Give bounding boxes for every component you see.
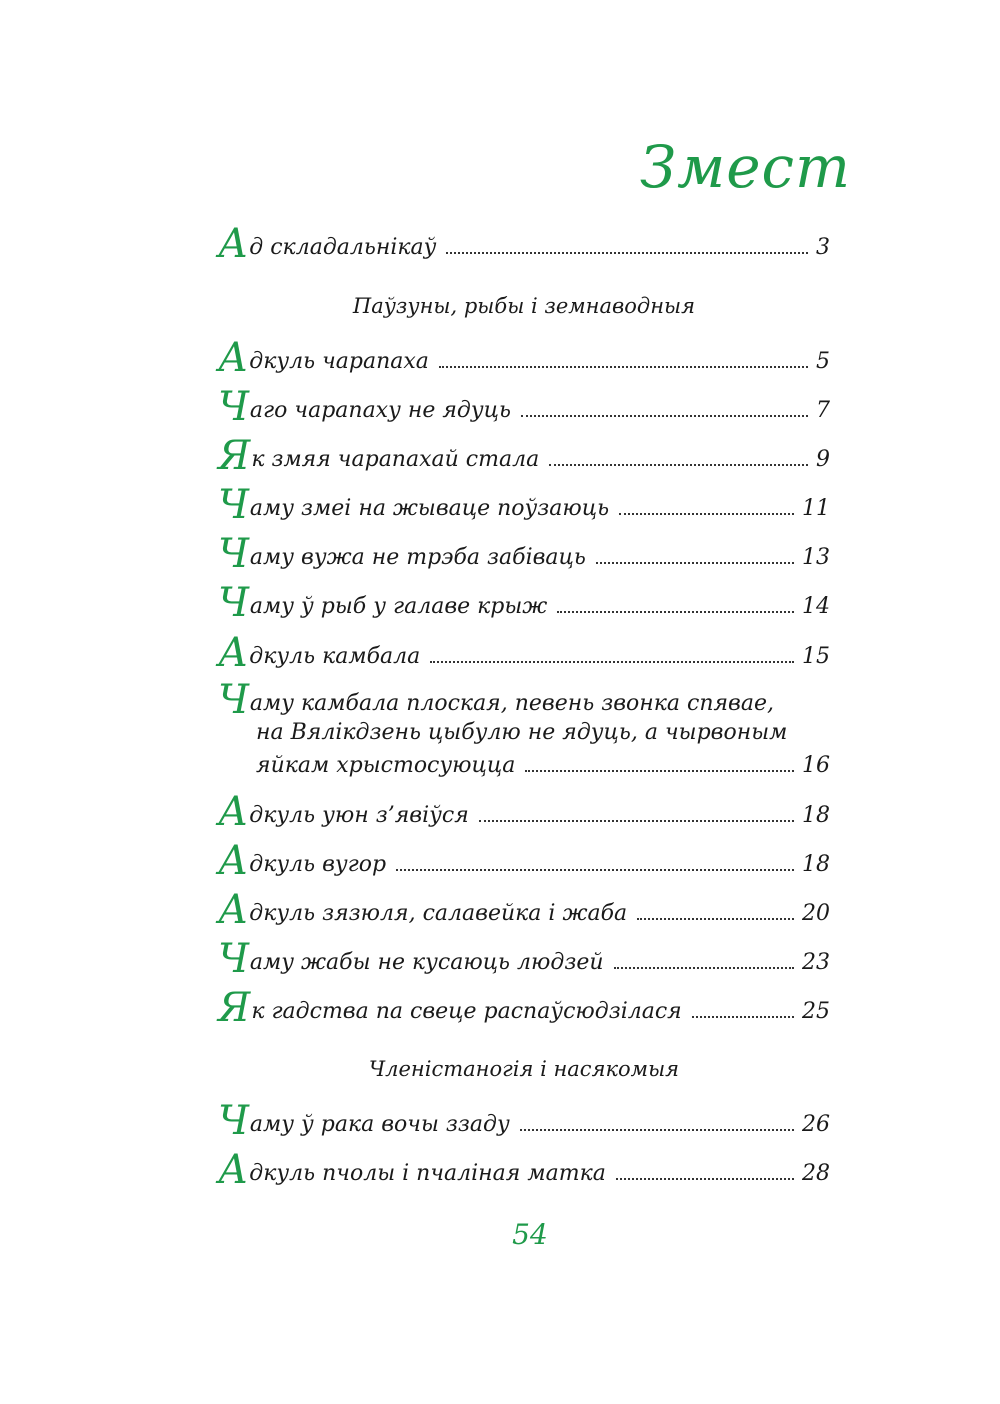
- decorative-initial: Ч: [218, 482, 249, 528]
- toc-entry[interactable]: [218, 1098, 830, 1144]
- entry-page-number: 26: [802, 1111, 830, 1137]
- decorative-initial: Ч: [218, 1098, 249, 1144]
- entry-title: аму камбала плоская, певень звонка спявае,: [249, 691, 774, 716]
- page-title: Змест: [640, 133, 852, 201]
- entry-page-number: 9: [816, 446, 830, 472]
- toc-entry[interactable]: [218, 384, 830, 430]
- entry-title: аму вужа не трэба забіваць: [249, 544, 586, 570]
- entry-title: аго чарапаху не ядуць: [249, 397, 511, 423]
- dot-leader: [596, 562, 794, 564]
- entry-title: аму ў рыб у галаве крыж: [249, 593, 548, 619]
- toc-entry[interactable]: [218, 630, 830, 676]
- toc-entry[interactable]: [218, 985, 830, 1031]
- entry-title: аму жабы не кусаюць людзей: [249, 949, 604, 975]
- toc-entry-multiline[interactable]: [218, 678, 830, 780]
- decorative-initial: А: [218, 630, 249, 676]
- entry-title-last-line: яйкам хрыстосуюцца: [256, 753, 516, 778]
- decorative-initial: Ч: [218, 531, 249, 577]
- decorative-initial: Я: [218, 985, 251, 1031]
- entry-page-number: 15: [802, 643, 830, 669]
- toc-entry[interactable]: [218, 482, 830, 528]
- decorative-initial: Ч: [218, 384, 249, 430]
- entry-title: дкуль пчолы і пчаліная матка: [249, 1160, 606, 1186]
- decorative-initial: Ч: [218, 936, 249, 982]
- toc-entry[interactable]: [218, 936, 830, 982]
- decorative-initial: А: [218, 887, 249, 933]
- dot-leader: [446, 252, 808, 254]
- entry-title: аму ў рака вочы ззаду: [249, 1111, 510, 1137]
- entry-title: к змяя чарапахай стала: [251, 446, 540, 472]
- entry-title: дкуль камбала: [249, 643, 421, 669]
- entry-title-continuation: на Вялікдзень цыбулю не ядуць, а чырвоным: [256, 720, 788, 745]
- dot-leader: [619, 513, 794, 515]
- entry-page-number: 11: [802, 495, 830, 521]
- entry-page-number: 7: [816, 397, 830, 423]
- entry-title: к гадства па свеце распаўсюдзілася: [251, 998, 682, 1024]
- decorative-initial: Ч: [218, 580, 249, 626]
- toc-entry[interactable]: [218, 221, 830, 267]
- decorative-initial: А: [218, 221, 249, 267]
- toc-entry[interactable]: [218, 433, 830, 479]
- dot-leader: [439, 366, 808, 368]
- dot-leader: [692, 1016, 794, 1018]
- decorative-initial: А: [218, 838, 249, 884]
- dot-leader: [521, 415, 808, 417]
- dot-leader: [479, 820, 794, 822]
- decorative-initial: А: [218, 1147, 249, 1193]
- entry-title: дкуль зязюля, салавейка і жаба: [249, 900, 628, 926]
- decorative-initial: Я: [218, 433, 251, 479]
- toc-entry[interactable]: [218, 580, 830, 626]
- dot-leader: [520, 1129, 794, 1131]
- toc-entry[interactable]: [218, 789, 830, 835]
- dot-leader: [616, 1178, 794, 1180]
- toc-entry[interactable]: [218, 335, 830, 381]
- decorative-initial: А: [218, 335, 249, 381]
- toc-entry[interactable]: [218, 1147, 830, 1193]
- decorative-initial: Ч: [218, 677, 249, 723]
- section-heading: Членістаногія і насякомыя: [368, 1057, 680, 1081]
- entry-title: аму змеі на жываце поўзаюць: [249, 495, 610, 521]
- section-heading: Паўзуны, рыбы і земнаводныя: [352, 294, 696, 318]
- dot-leader: [557, 611, 794, 613]
- toc-entry[interactable]: [218, 887, 830, 933]
- entry-page-number: 5: [816, 348, 830, 374]
- entry-page-number: 20: [802, 900, 830, 926]
- dot-leader: [549, 464, 808, 466]
- entry-title: д складальнікаў: [249, 234, 437, 260]
- entry-title: дкуль вугор: [249, 851, 387, 877]
- dot-leader: [430, 661, 794, 663]
- dot-leader: [614, 967, 794, 969]
- entry-page-number: 28: [802, 1160, 830, 1186]
- entry-title: дкуль чарапаха: [249, 348, 429, 374]
- entry-page-number: 16: [802, 753, 830, 778]
- entry-page-number: 23: [802, 949, 830, 975]
- toc-entry[interactable]: [218, 838, 830, 884]
- entry-page-number: 18: [802, 802, 830, 828]
- entry-page-number: 18: [802, 851, 830, 877]
- decorative-initial: А: [218, 789, 249, 835]
- toc-entry[interactable]: [218, 531, 830, 577]
- entry-page-number: 13: [802, 544, 830, 570]
- entry-page-number: 14: [802, 593, 830, 619]
- dot-leader: [637, 918, 794, 920]
- entry-page-number: 3: [816, 234, 830, 260]
- entry-title: дкуль уюн з’явіўся: [249, 802, 469, 828]
- dot-leader: [396, 869, 794, 871]
- dot-leader: [525, 770, 794, 772]
- page-number-folio: 54: [512, 1218, 548, 1251]
- entry-page-number: 25: [802, 998, 830, 1024]
